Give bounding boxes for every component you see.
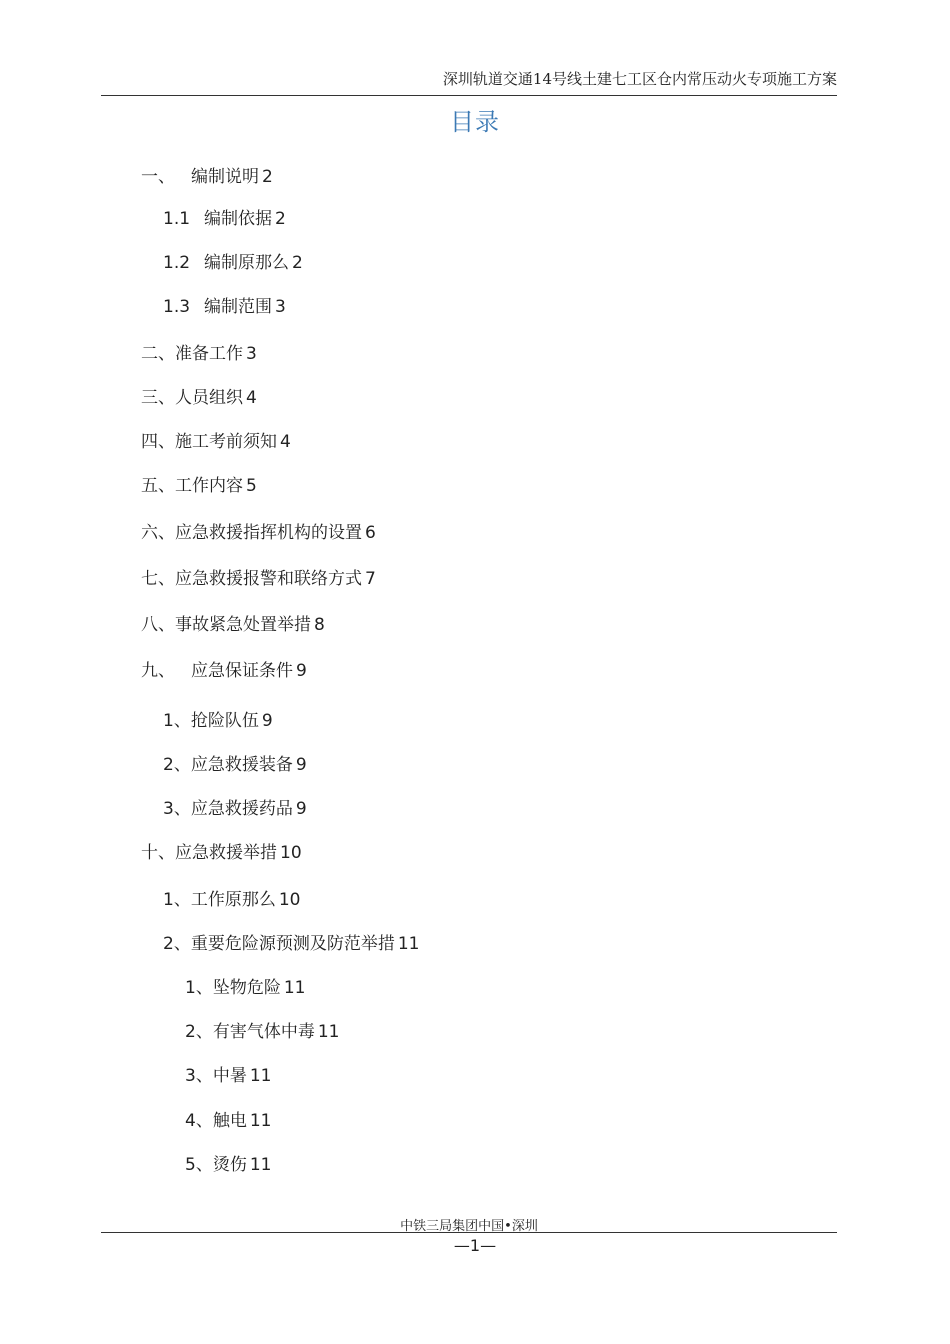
- toc-entry-page: 9: [295, 799, 307, 819]
- page-header: 深圳轨道交通14号线土建七工区仓内常压动火专项施工方案: [442, 70, 837, 88]
- toc-entry[interactable]: [141, 339, 257, 364]
- toc-entry-text: 工作内容: [175, 476, 243, 496]
- toc-entry-text: 应急救援指挥机构的设置: [175, 523, 362, 543]
- toc-entry-page: 3: [246, 344, 257, 364]
- toc-entry-page: 10: [278, 890, 301, 910]
- toc-entry-number: 三、: [141, 388, 175, 408]
- toc-entry[interactable]: [141, 610, 325, 635]
- toc-entry-page: 2: [292, 253, 303, 273]
- toc-entry-page: 11: [249, 1066, 272, 1086]
- toc-entry-number: 3、: [163, 799, 191, 819]
- toc-entry-text: 应急救援装备: [190, 755, 293, 775]
- toc-entry[interactable]: [163, 750, 307, 775]
- toc-entry-text: 重要危险源预测及防范举措: [190, 934, 395, 954]
- toc-entry-number: 2、: [185, 1022, 213, 1042]
- toc-entry[interactable]: [141, 518, 376, 543]
- toc-entry-text: 应急救援报警和联络方式: [175, 569, 362, 589]
- toc-entry-page: 6: [365, 523, 376, 543]
- toc-entry-page: 5: [246, 476, 257, 496]
- toc-entry-number: 5、: [185, 1155, 213, 1175]
- toc-entry-number: 1.1: [163, 209, 191, 229]
- toc-entry-text: 抢险队伍: [190, 711, 259, 731]
- toc-entry-text: 应急救援药品: [190, 799, 293, 819]
- toc-entry[interactable]: [185, 1017, 339, 1042]
- footer-divider: [101, 1232, 837, 1233]
- toc-entry[interactable]: [141, 838, 302, 863]
- toc-entry-text: 施工考前须知: [175, 432, 277, 452]
- toc-entry-number: 2、: [163, 934, 191, 954]
- toc-entry-text: 烫伤: [212, 1155, 247, 1175]
- toc-entry-number: 1、: [185, 978, 213, 998]
- toc-entry-number: 七、: [141, 569, 175, 589]
- toc-entry[interactable]: [163, 929, 419, 954]
- page-number: —1—: [453, 1236, 497, 1255]
- toc-entry-number: 二、: [141, 344, 175, 364]
- toc-entry-number: 1.2: [163, 253, 191, 273]
- toc-entry[interactable]: [141, 162, 273, 187]
- toc-entry-text: 编制依据: [204, 209, 273, 229]
- toc-entry-number: 四、: [141, 432, 175, 452]
- toc-entry-number: 2、: [163, 755, 191, 775]
- toc-entry-text: 编制说明: [191, 167, 259, 187]
- toc-entry[interactable]: [163, 204, 286, 229]
- toc-entry[interactable]: [141, 427, 291, 452]
- toc-entry-text: 编制原那么: [204, 253, 290, 273]
- toc-entry-page: 3: [275, 297, 286, 317]
- toc-entry-page: 10: [280, 843, 302, 863]
- toc-title: 目录: [450, 108, 500, 136]
- toc-entry[interactable]: [185, 1106, 271, 1131]
- toc-entry-number: 4、: [185, 1111, 213, 1131]
- toc-entry[interactable]: [163, 706, 273, 731]
- toc-entry-text: 人员组织: [175, 388, 243, 408]
- page-footer: 中铁三局集团中国•深圳: [400, 1219, 538, 1234]
- toc-entry-number: 一、: [141, 167, 175, 187]
- toc-entry-page: 4: [246, 388, 257, 408]
- toc-entry[interactable]: [141, 656, 307, 681]
- toc-entry-number: 八、: [141, 615, 175, 635]
- toc-entry[interactable]: [163, 794, 307, 819]
- toc-entry[interactable]: [163, 885, 300, 910]
- toc-entry-page: 9: [261, 711, 273, 731]
- toc-entry-text: 有害气体中毒: [212, 1022, 315, 1042]
- toc-entry[interactable]: [163, 292, 286, 317]
- toc-entry-number: 1.3: [163, 297, 191, 317]
- toc-entry-text: 工作原那么: [190, 890, 276, 910]
- toc-entry-number: 1、: [163, 890, 191, 910]
- toc-entry-text: 事故紧急处置举措: [175, 615, 311, 635]
- toc-entry-text: 触电: [212, 1111, 247, 1131]
- toc-entry[interactable]: [163, 248, 303, 273]
- toc-entry-page: 2: [262, 167, 273, 187]
- toc-entry-page: 9: [296, 661, 307, 681]
- toc-entry-page: 7: [365, 569, 376, 589]
- toc-entry-number: 五、: [141, 476, 175, 496]
- toc-entry-number: 1、: [163, 711, 191, 731]
- toc-entry-page: 11: [317, 1022, 340, 1042]
- toc-entry-number: 十、: [141, 843, 175, 863]
- toc-entry-page: 2: [275, 209, 286, 229]
- toc-entry-number: 3、: [185, 1066, 213, 1086]
- toc-entry[interactable]: [185, 973, 305, 998]
- toc-entry-page: 11: [249, 1111, 272, 1131]
- toc-entry-text: 准备工作: [175, 344, 243, 364]
- toc-entry-page: 11: [249, 1155, 272, 1175]
- toc-entry-page: 9: [295, 755, 307, 775]
- toc-entry-text: 应急救援举措: [175, 843, 277, 863]
- toc-entry-number: 六、: [141, 523, 175, 543]
- toc-entry[interactable]: [185, 1061, 271, 1086]
- toc-entry-page: 4: [280, 432, 291, 452]
- toc-entry-text: 编制范围: [204, 297, 273, 317]
- toc-entry[interactable]: [185, 1150, 271, 1175]
- toc-entry[interactable]: [141, 564, 376, 589]
- toc-entry-text: 中暑: [212, 1066, 247, 1086]
- toc-entry[interactable]: [141, 471, 257, 496]
- toc-entry-number: 九、: [141, 661, 175, 681]
- toc-entry-page: 8: [314, 615, 325, 635]
- toc-entry-text: 坠物危险: [212, 978, 281, 998]
- toc-entry-page: 11: [397, 934, 420, 954]
- toc-entry-text: 应急保证条件: [191, 661, 293, 681]
- toc-entry[interactable]: [141, 383, 257, 408]
- toc-entry-page: 11: [283, 978, 306, 998]
